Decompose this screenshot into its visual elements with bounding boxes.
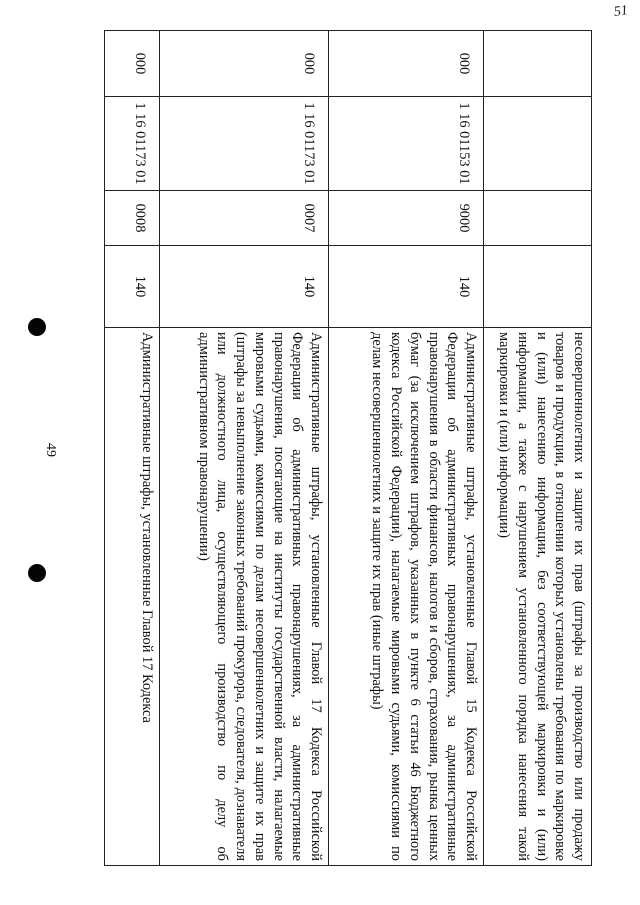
- description-cell: Административные штрафы, установленные Главой 15 Кодекса Российской Федерации об административных правонарушениях, за административные правонарушения в области финансов, налогов и сборов, страхования, рынка ценных бумаг (за исключением штрафов, указанных в пункте 6 статьи 46 Бюджетного кодекса Российской Федерации), налагаемые мировыми судьями, комиссиями по делам несовершеннолетних и защите их прав (иные штрафы): [329, 328, 484, 866]
- punch-hole: [28, 564, 46, 582]
- description-cell: Административные штрафы, установленные Главой 17 Кодекса Российской Федерации об административных правонарушениях, за административные правонарушения, посягающие на институты государственной власти, налагаемые мировыми судьями, комиссиями по делам несовершеннолетних и защите их прав (штрафы за невыполнение законных требований прокурора, следователя, дознавателя или должностного лица, осуществляющего производство по делу об административном правонарушении): [160, 328, 329, 866]
- admin-code-cell: [484, 31, 592, 97]
- income-code-cell: 1 16 01173 01: [105, 97, 160, 191]
- income-code-cell: 1 16 01173 01: [160, 97, 329, 191]
- punch-hole: [28, 318, 46, 336]
- subtype-code-cell: 0008: [105, 191, 160, 246]
- description-cell: Административные штрафы, установленные Главой 17 Кодекса: [105, 328, 160, 866]
- table-row: [484, 31, 592, 866]
- table-row: [329, 31, 484, 866]
- classification-code-cell: 140: [160, 246, 329, 328]
- budget-classification-table: [104, 30, 592, 866]
- handwritten-page-mark: 51: [612, 3, 629, 20]
- table-row: [105, 31, 160, 866]
- admin-code-cell: 000: [329, 31, 484, 97]
- admin-code-cell: 000: [105, 31, 160, 97]
- rotated-table-container: [105, 30, 592, 865]
- classification-code-cell: 140: [105, 246, 160, 328]
- description-cell: несовершеннолетних и защите их прав (штрафы за производство или продажу товаров и продукции, в отношении которых установлены требования по маркировке и (или) нанесению информации, без соответствующей маркировки и (или) информации, а также с нарушением установленного порядка нанесения такой маркировки и (или) информации): [484, 328, 592, 866]
- subtype-code-cell: 0007: [160, 191, 329, 246]
- income-code-cell: [484, 97, 592, 191]
- classification-code-cell: [484, 246, 592, 328]
- page-number: 49: [43, 443, 58, 457]
- income-code-cell: 1 16 01153 01: [329, 97, 484, 191]
- admin-code-cell: 000: [160, 31, 329, 97]
- table-row: [160, 31, 329, 866]
- classification-code-cell: 140: [329, 246, 484, 328]
- subtype-code-cell: 9000: [329, 191, 484, 246]
- subtype-code-cell: [484, 191, 592, 246]
